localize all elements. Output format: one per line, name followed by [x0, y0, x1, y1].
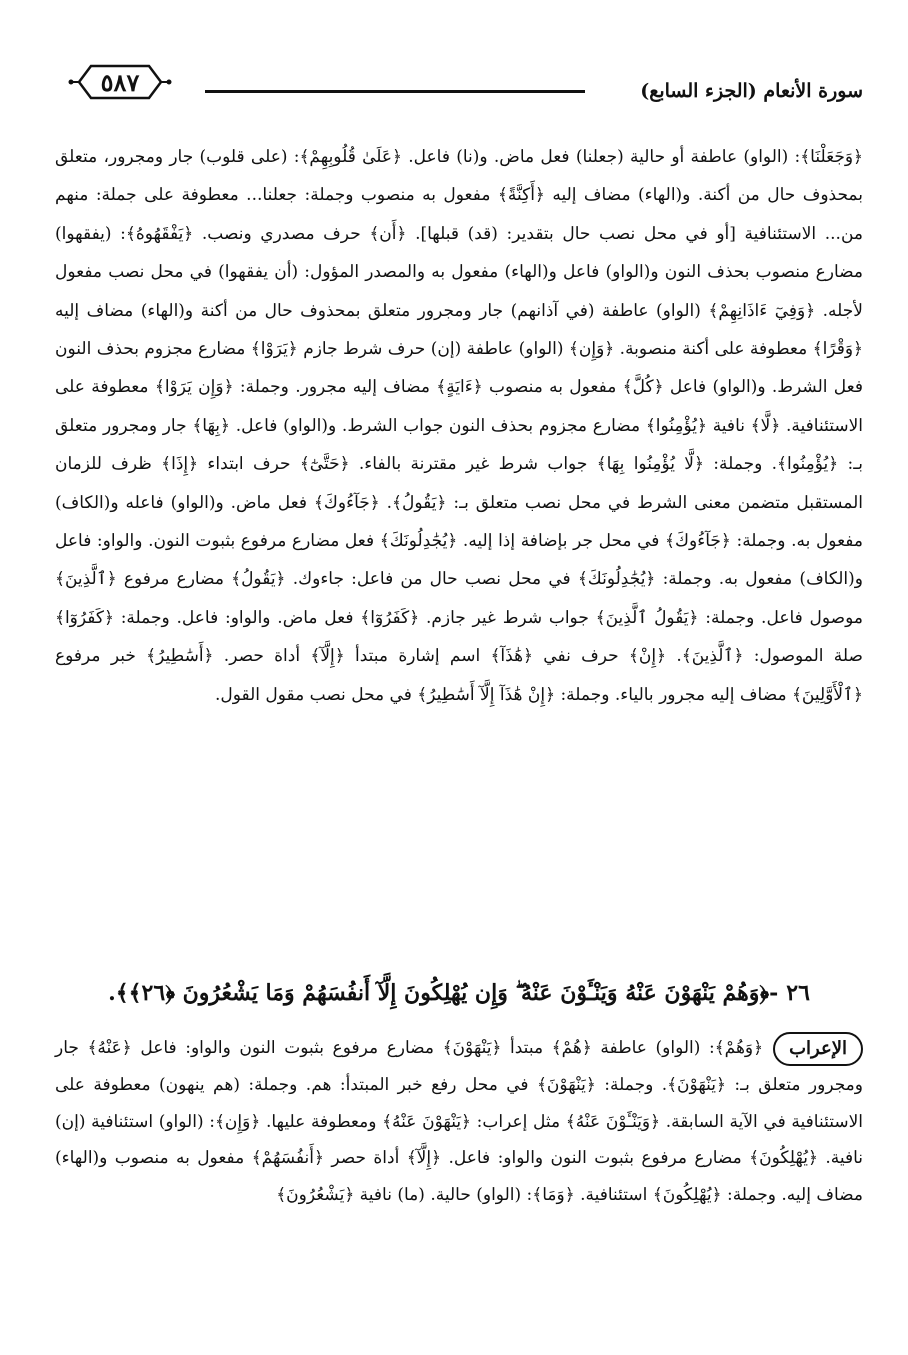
irab-text: ﴿وَهُمْ﴾: (الواو) عاطفة ﴿هُمْ﴾ مبتدأ ﴿يَنْهَوْنَ﴾ مضارع مرفوع بثبوت النون والواو: فاعل ﴿عَنْهُ﴾ جار ومجرور متعلق بـ: ﴿يَنْهَوْنَ﴾. وجملة: ﴿يَنْهَوْنَ﴾ في محل رفع خبر المبتدأ: هم. وجملة: (هم ينهون) معطوفة على الاستئنافية في الآية السابقة. ﴿وَيَنْـَٔوْنَ عَنْهُ﴾ مثل إعراب: ﴿يَنْهَوْنَ عَنْهُ﴾ ومعطوفة عليها. ﴿وَإِن﴾: (الواو) استئنافية (إن) نافية. ﴿يُهْلِكُونَ﴾ مضارع مرفوع بثبوت النون والواو: فاعل. ﴿إِلَّآ﴾ أداة حصر ﴿أَنفُسَهُمْ﴾ مفعول به منصوب و(الهاء) مضاف إليه. وجملة: ﴿يُهْلِكُونَ﴾ استئنافية. ﴿وَمَا﴾: (الواو) حالية. (ما) نافية ﴿يَشْعُرُونَ﴾ [55, 1038, 864, 1206]
quran-verse [55, 968, 863, 1018]
running-title: سورة الأنعام (الجزء السابع) [640, 80, 863, 102]
verse-text: -﴿وَهُمْ يَنْهَوْنَ عَنْهُ وَيَنْـَٔوْنَ عَنْهُ ۖ وَإِن يُهْلِكُونَ إِلَّآ أَنفُسَهُمْ وَمَا يَشْعُرُونَ ﴿٢٦﴾﴾. [108, 980, 779, 1006]
verse-number: ٢٦ [786, 980, 810, 1006]
commentary-paragraph: ﴿وَجَعَلْنَا﴾: (الواو) عاطفة أو حالية (جعلنا) فعل ماض. و(نا) فاعل. ﴿عَلَىٰ قُلُوبِهِمْ﴾: (على قلوب) جار ومجرور، متعلق بمحذوف حال من أكنة. و(الهاء) مضاف إليه ﴿أَكِنَّةً﴾ مفعول به منصوب وجملة: جعلنا... معطوفة على جملة: منهم من... الاستئنافية [أو في محل نصب حال بتقدير: (قد) قبلها]. ﴿أَن﴾ حرف مصدري ونصب. ﴿يَفْقَهُوهُ﴾: (يفقهوا) مضارع منصوب بحذف النون و(الواو) فاعل و(الهاء) مفعول به والمصدر المؤول: (أن يفقهوا) في محل نصب مفعول لأجله. ﴿وَفِيٓ ءَاذَانِهِمْ﴾ (الواو) عاطفة (في آذانهم) جار ومجرور متعلق بمحذوف حال من أكنة و(الهاء) مضاف إليه ﴿وَقْرًا﴾ معطوفة على أكنة منصوبة. ﴿وَإِن﴾ (الواو) عاطفة (إن) حرف شرط جازم ﴿يَرَوْا﴾ مضارع مجزوم بحذف النون فعل الشرط. و(الواو) فاعل ﴿كُلَّ﴾ مفعول به منصوب ﴿ءَايَةٍ﴾ مضاف إليه مجرور. وجملة: ﴿وَإِن يَرَوْا﴾ معطوفة على الاستئنافية. ﴿لَّا﴾ نافية ﴿يُؤْمِنُوا﴾ مضارع مجزوم بحذف النون جواب الشرط. و(الواو) فاعل. ﴿بِهَا﴾ جار ومجرور متعلق بـ: ﴿يُؤْمِنُوا﴾. وجملة: ﴿لَّا يُؤْمِنُوا بِهَا﴾ جواب شرط غير مقترنة بالفاء. ﴿حَتَّىٰٓ﴾ حرف ابتداء ﴿إِذَا﴾ ظرف للزمان المستقبل متضمن معنى الشرط في محل نصب متعلق بـ: ﴿يَقُولُ﴾. ﴿جَآءُوكَ﴾ فعل ماض. و(الواو) فاعله و(الكاف) مفعول به. وجملة: ﴿جَآءُوكَ﴾ في محل جر بإضافة إذا إليه. ﴿يُجَٰدِلُونَكَ﴾ فعل مضارع مرفوع بثبوت النون. والواو: فاعل و(الكاف) مفعول به. وجملة: ﴿يُجَٰدِلُونَكَ﴾ في محل نصب حال من فاعل: جاءوك. ﴿يَقُولُ﴾ مضارع مرفوع ﴿ٱلَّذِينَ﴾ موصول فاعل. وجملة: ﴿يَقُولُ ٱلَّذِينَ﴾ جواب شرط غير جازم. ﴿كَفَرُوٓا﴾ فعل ماض. والواو: فاعل. وجملة: ﴿كَفَرُوٓا﴾ صلة الموصول: ﴿ٱلَّذِينَ﴾. ﴿إِنْ﴾ حرف نفي ﴿هَٰذَآ﴾ اسم إشارة مبتدأ ﴿إِلَّآ﴾ أداة حصر. ﴿أَسَٰطِيرُ﴾ خبر مرفوع ﴿ٱلْأَوَّلِينَ﴾ مضاف إليه مجرور بالياء. وجملة: ﴿إِنْ هَٰذَآ إِلَّآ أَسَٰطِيرُ﴾ في محل نصب مقول القول. [55, 147, 863, 705]
header-rule [205, 90, 585, 93]
irab-section [55, 1030, 863, 1214]
irab-label: الإعراب [773, 1032, 863, 1066]
commentary-text [55, 138, 863, 714]
page-number: ٥٨٧ [100, 67, 140, 97]
page-header [55, 60, 863, 104]
page-number-badge [65, 60, 175, 104]
